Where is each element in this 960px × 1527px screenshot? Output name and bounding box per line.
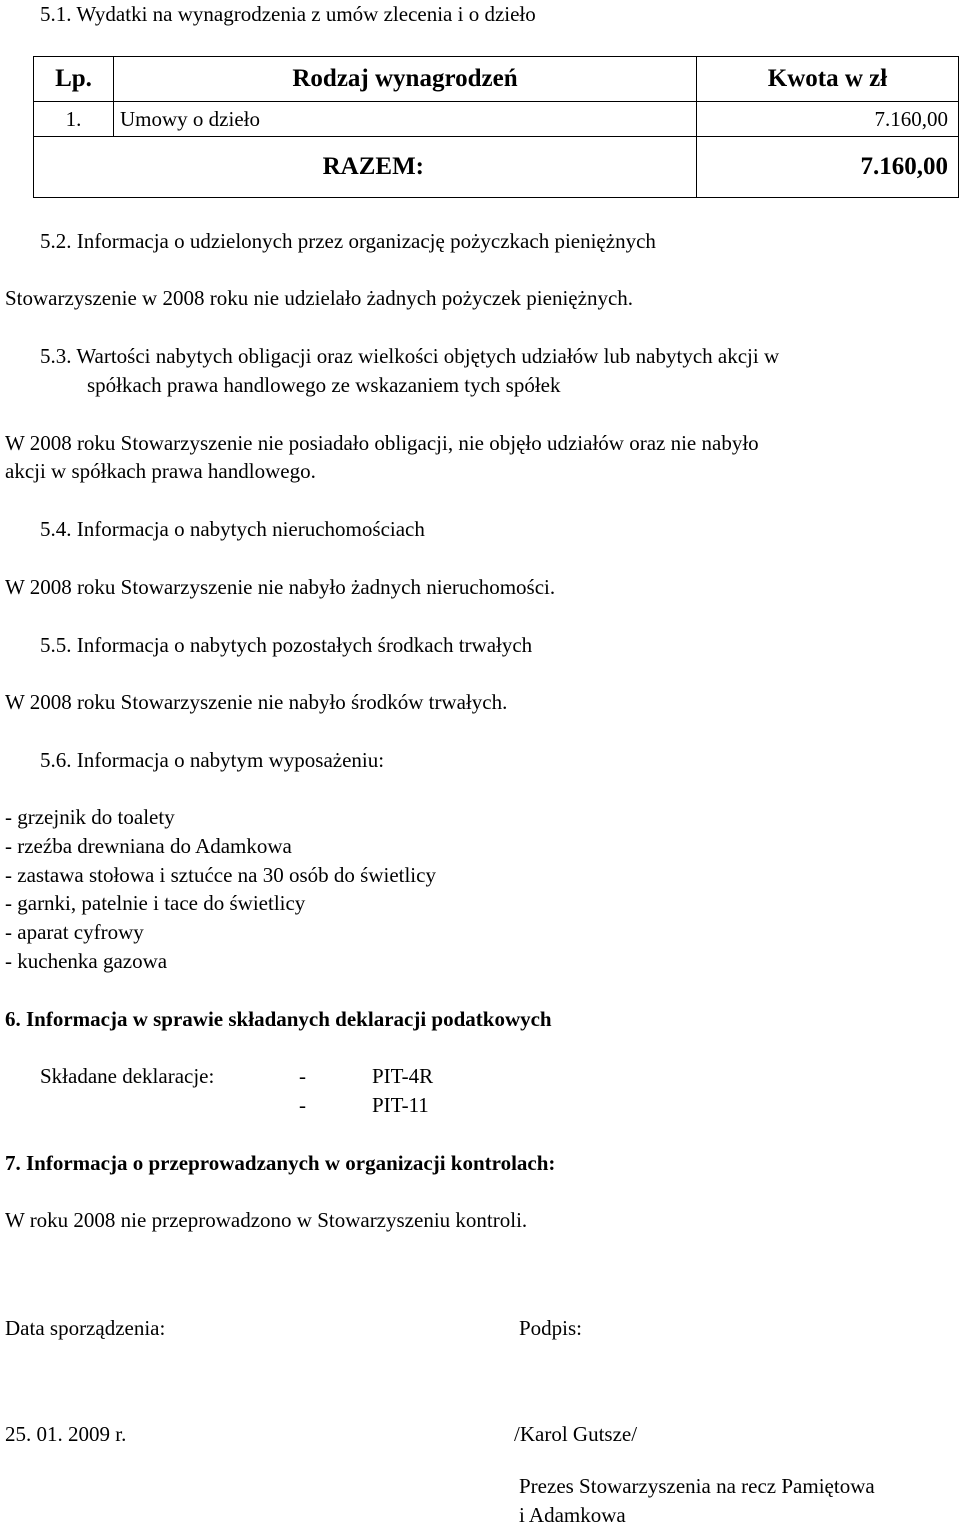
header-amount: Kwota w zł [697, 57, 959, 102]
signer-role-line2: i Adamkowa [519, 1503, 626, 1527]
section-5-2-title: 5.2. Informacja o udzielonych przez organizację pożyczkach pieniężnych [40, 229, 656, 253]
section-7-title: 7. Informacja o przeprowadzanych w organizacji kontrolach: [5, 1151, 556, 1175]
header-type: Rodzaj wynagrodzeń [114, 57, 697, 102]
signature-label: Podpis: [519, 1316, 583, 1340]
section-5-4-text: W 2008 roku Stowarzyszenie nie nabyło żadnych nieruchomości. [5, 575, 556, 599]
total-value: 7.160,00 [697, 137, 959, 198]
section-5-6-title: 5.6. Informacja o nabytym wyposażeniu: [40, 748, 385, 772]
section-5-3-text-line2: akcji w spółkach prawa handlowego. [5, 459, 316, 483]
declaration-dash: - [299, 1093, 306, 1117]
list-item: - rzeźba drewniana do Adamkowa [5, 834, 292, 858]
header-lp: Lp. [34, 57, 114, 102]
date-value: 25. 01. 2009 r. [5, 1422, 127, 1446]
declaration-item: PIT-4R [372, 1064, 434, 1088]
list-item: - kuchenka gazowa [5, 949, 168, 973]
section-5-4-title: 5.4. Informacja o nabytych nieruchomościach [40, 517, 425, 541]
declarations-label: Składane deklaracje: [40, 1064, 215, 1088]
declaration-dash: - [299, 1064, 306, 1088]
row-type: Umowy o dzieło [114, 102, 697, 137]
list-item: - grzejnik do toalety [5, 805, 175, 829]
date-label: Data sporządzenia: [5, 1316, 166, 1340]
table-row [34, 102, 959, 137]
section-5-5-text: W 2008 roku Stowarzyszenie nie nabyło środków trwałych. [5, 690, 508, 714]
row-amount: 7.160,00 [697, 102, 959, 137]
list-item: - aparat cyfrowy [5, 920, 144, 944]
section-5-1-title: 5.1. Wydatki na wynagrodzenia z umów zlecenia i o dzieło [40, 2, 536, 26]
list-item: - garnki, patelnie i tace do świetlicy [5, 891, 306, 915]
signer-role-line1: Prezes Stowarzyszenia na recz Pamiętowa [519, 1474, 875, 1498]
section-5-3-title-line2: spółkach prawa handlowego ze wskazaniem tych spółek [87, 373, 561, 397]
section-5-3-title-line1: 5.3. Wartości nabytych obligacji oraz wielkości objętych udziałów lub nabytych akcji w [40, 344, 780, 368]
row-lp: 1. [34, 102, 114, 137]
section-5-5-title: 5.5. Informacja o nabytych pozostałych środkach trwałych [40, 633, 533, 657]
list-item: - zastawa stołowa i sztućce na 30 osób do świetlicy [5, 863, 436, 887]
table-header-row [34, 57, 959, 102]
total-label: RAZEM: [34, 137, 697, 198]
section-5-3-text-line1: W 2008 roku Stowarzyszenie nie posiadało obligacji, nie objęło udziałów oraz nie nabyło [5, 431, 759, 455]
declaration-item: PIT-11 [372, 1093, 429, 1117]
section-6-title: 6. Informacja w sprawie składanych deklaracji podatkowych [5, 1007, 552, 1031]
signer-name: /Karol Gutsze/ [514, 1422, 638, 1446]
wage-table [33, 56, 959, 198]
section-5-2-text: Stowarzyszenie w 2008 roku nie udzielało żadnych pożyczek pieniężnych. [5, 286, 634, 310]
table-total-row [34, 137, 959, 198]
section-7-text: W roku 2008 nie przeprowadzono w Stowarzyszeniu kontroli. [5, 1208, 528, 1232]
